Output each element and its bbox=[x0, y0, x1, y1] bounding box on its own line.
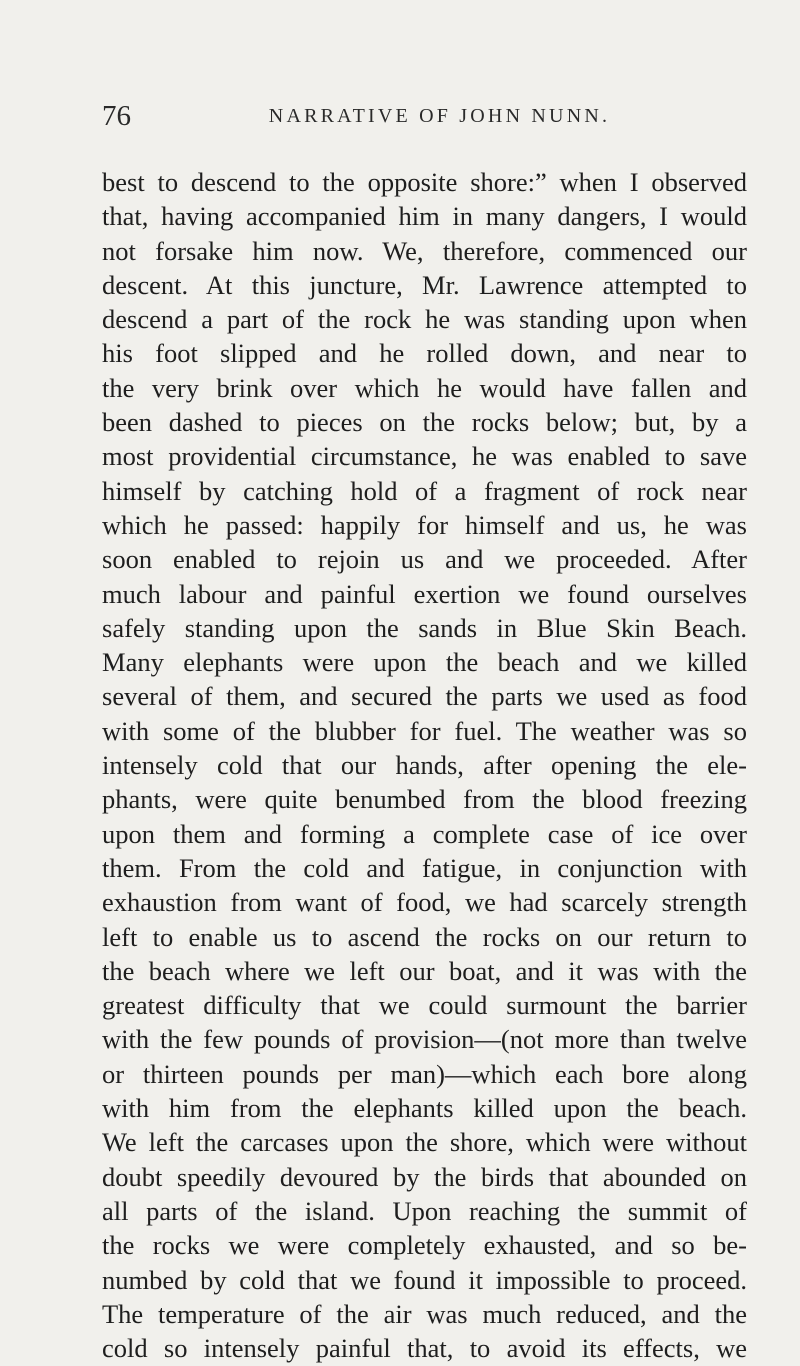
text-line: soon enabled to rejoin us and we proceeded. After bbox=[102, 544, 747, 575]
text-line: safely standing upon the sands in Blue Skin Beach. bbox=[102, 612, 747, 643]
text-line: not forsake him now. We, therefore, commenced our bbox=[102, 235, 747, 266]
text-line: phants, were quite benumbed from the blood freezing bbox=[102, 784, 747, 815]
text-line: several of them, and secured the parts we used as food bbox=[102, 681, 747, 712]
text-line: with some of the blubber for fuel. The weather was so bbox=[102, 715, 747, 746]
text-line: which he passed: happily for himself and us, he was bbox=[102, 509, 747, 540]
text-line: exhaustion from want of food, we had scarcely strength bbox=[102, 887, 747, 918]
text-line: descend a part of the rock he was standing upon when bbox=[102, 304, 747, 335]
running-head: NARRATIVE OF JOHN NUNN. bbox=[268, 105, 611, 127]
body-text bbox=[102, 165, 747, 1365]
text-line: greatest difficulty that we could surmount the barrier bbox=[102, 990, 747, 1021]
text-line: or thirteen pounds per man)—which each bore along bbox=[102, 1058, 747, 1089]
text-line: that, having accompanied him in many dangers, I would bbox=[102, 201, 747, 232]
text-line: best to descend to the opposite shore:” when I observed bbox=[102, 167, 747, 197]
text-line: them. From the cold and fatigue, in conjunction with bbox=[102, 852, 747, 883]
text-line: the very brink over which he would have fallen and bbox=[102, 372, 747, 403]
text-line: cold so intensely painful that, to avoid its effects, we bbox=[102, 1333, 747, 1364]
text-line: descent. At this juncture, Mr. Lawrence attempted to bbox=[102, 269, 747, 300]
page-header bbox=[102, 100, 747, 140]
text-line: with the few pounds of provision—(not more than twelve bbox=[102, 1024, 747, 1055]
text-line: The temperature of the air was much reduced, and the bbox=[102, 1298, 747, 1329]
text-line: intensely cold that our hands, after opening the ele- bbox=[102, 750, 747, 781]
page-number: 76 bbox=[102, 100, 131, 132]
text-line: Many elephants were upon the beach and we killed bbox=[102, 647, 747, 678]
text-line: most providential circumstance, he was enabled to save bbox=[102, 441, 747, 472]
text-line: his foot slipped and he rolled down, and near to bbox=[102, 338, 747, 369]
text-line: doubt speedily devoured by the birds that abounded on bbox=[102, 1161, 747, 1192]
text-line: left to enable us to ascend the rocks on our return to bbox=[102, 921, 747, 952]
text-line: much labour and painful exertion we found ourselves bbox=[102, 578, 747, 609]
text-line: We left the carcases upon the shore, which were without bbox=[102, 1127, 747, 1158]
text-line: all parts of the island. Upon reaching the summit of bbox=[102, 1195, 747, 1226]
text-line: with him from the elephants killed upon the beach. bbox=[102, 1093, 747, 1124]
text-line: the beach where we left our boat, and it was with the bbox=[102, 955, 747, 986]
text-line: been dashed to pieces on the rocks below; but, by a bbox=[102, 407, 747, 438]
text-line: upon them and forming a complete case of ice over bbox=[102, 818, 747, 849]
text-line: himself by catching hold of a fragment of rock near bbox=[102, 475, 747, 506]
text-line: the rocks we were completely exhausted, and so be- bbox=[102, 1230, 747, 1261]
text-line: numbed by cold that we found it impossible to proceed. bbox=[102, 1264, 747, 1295]
